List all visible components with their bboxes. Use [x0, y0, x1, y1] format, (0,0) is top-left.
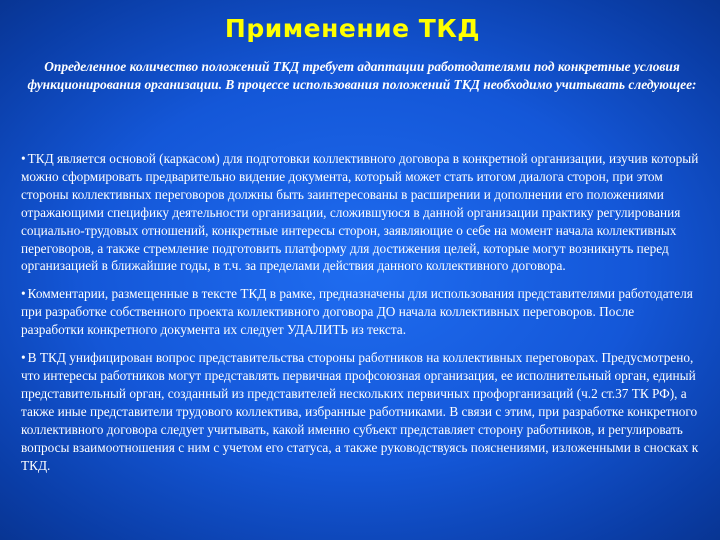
- bullet-text-2: Комментарии, размещенные в тексте ТКД в рамке, предназначены для использования представителями работодателя при разработке собственного проекта коллективного договора ДО начала коллективных переговоров. После разработки конкретного документа их следует УДАЛИТЬ из текста.: [21, 286, 693, 338]
- bullet-mark: •: [21, 350, 26, 366]
- bullet-mark: •: [21, 151, 26, 166]
- intro-paragraph: Определенное количество положений ТКД требует адаптации работодателями под конкретные условия функционирования организации. В процессе использования положений ТКД необходимо учитывать следующее:: [27, 59, 697, 92]
- bullet-item-2: [21, 285, 700, 339]
- bullet-item-1: [21, 150, 700, 275]
- bullet-text-1: ТКД является основой (каркасом) для подготовки коллективного договора в конкретной организации, изучив который можно сформировать предварительно видение документа, который может стать итогом диалога сторон, при этом стороны коллективных переговоров должны быть заинтересованы в расширении и дополнении его положениями отражающими специфику деятельности организации, сложившуюся в данной организации практику регулирования социально-трудовых отношений, конкретные интересы сторон, заявляющие о себе на момент начала коллективных переговоров, а также стремление подготовить платформу для достижения целей, которые могут возникнуть перед организацией в ближайшие годы, в т.ч. за пределами действия данного коллективного договора.: [21, 151, 699, 274]
- bullet-text-3: В ТКД унифицирован вопрос представительства стороны работников на коллективных переговорах. Предусмотрено, что интересы работников могут представлять первичная профсоюзная организация, ее исполнительный орган, единый представительный орган, созданный из представителей нескольких первичных профорганизаций (ч.2 ст.37 ТК РФ), а также иные представители трудового коллектива, избранные работниками. В связи с этим, при разработке конкретного коллективного договора следует учитывать, какой именно субъект представляет сторону работников, и регулировать вопросы взаимоотношения с ним с учетом его статуса, а также руководствуясь пояснениями, изложенными в сносках к ТКД.: [21, 350, 699, 473]
- bullet-list: [21, 150, 700, 484]
- bullet-item-3: [21, 349, 700, 474]
- slide-title: Применение ТКД: [224, 14, 481, 43]
- bullet-mark: •: [21, 286, 26, 302]
